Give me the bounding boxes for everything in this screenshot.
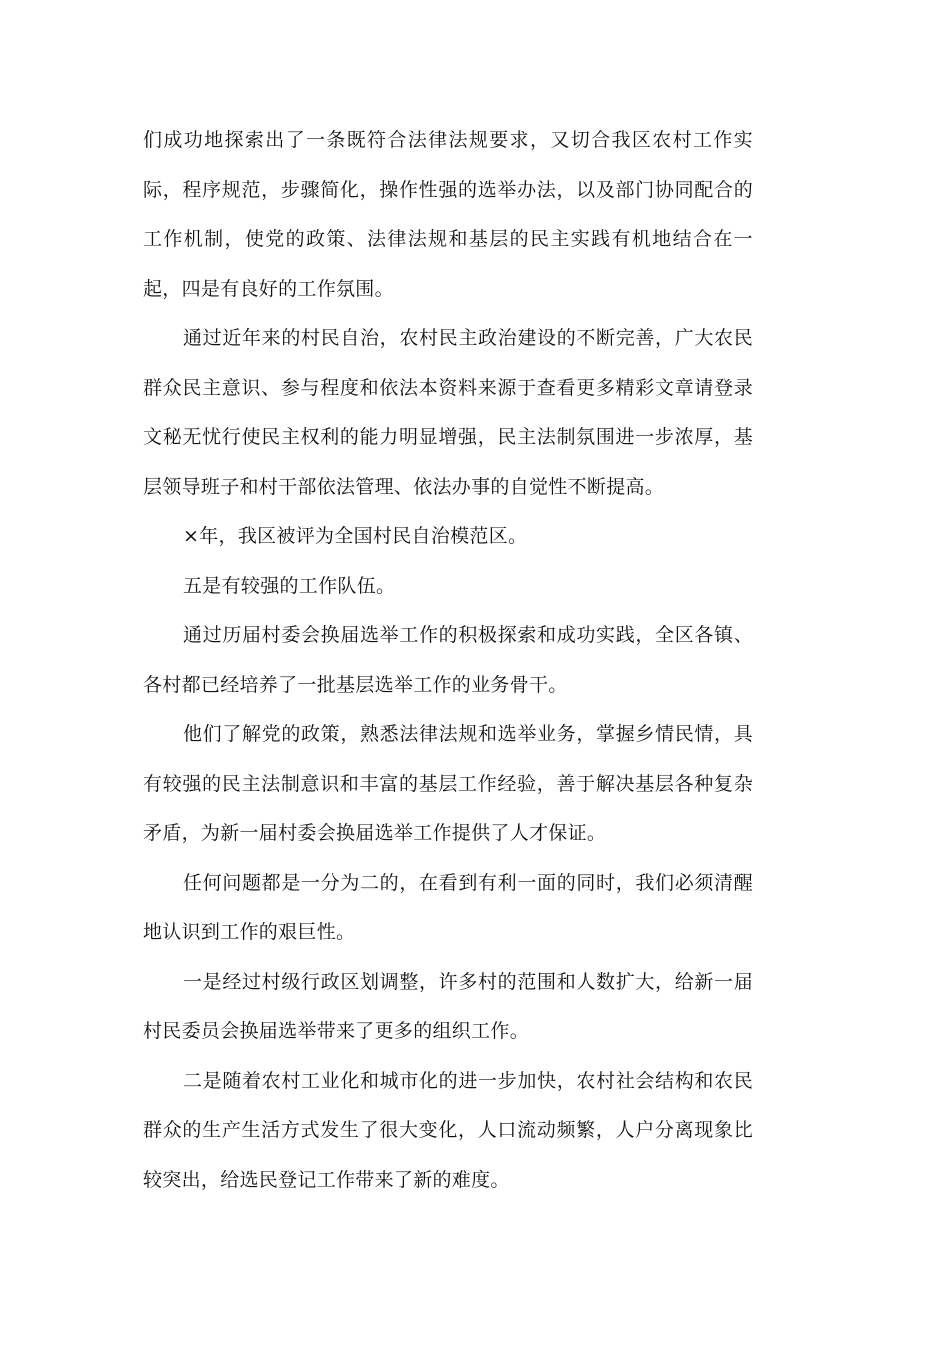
document-body [143, 116, 753, 1205]
paragraph-2: 通过近年来的村民自治，农村民主政治建设的不断完善，广大农民群众民主意识、参与程度和依法本资料来源于查看更多精彩文章请登录文秘无忧行使民主权利的能力明显增强，民主法制氛围进一步浓厚，基层领导班子和村干部依法管理、依法办事的自觉性不断提高。 [143, 327, 753, 498]
paragraph-1: 们成功地探索出了一条既符合法律法规要求，又切合我区农村工作实际，程序规范，步骤简化，操作性强的选举办法，以及部门协同配合的工作机制，使党的政策、法律法规和基层的民主实践有机地结合在一起，四是有良好的工作氛围。 [143, 129, 753, 300]
paragraph-9: 二是随着农村工业化和城市化的进一步加快，农村社会结构和农民群众的生产生活方式发生了很大变化，人口流动频繁，人户分离现象比较突出，给选民登记工作带来了新的难度。 [143, 1069, 753, 1191]
paragraph-3: ×年，我区被评为全国村民自治模范区。 [183, 525, 528, 547]
paragraph-8: 一是经过村级行政区划调整，许多村的范围和人数扩大，给新一届村民委员会换届选举带来了更多的组织工作。 [143, 970, 753, 1042]
paragraph-6: 他们了解党的政策，熟悉法律法规和选举业务，掌握乡情民情，具有较强的民主法制意识和丰富的基层工作经验，善于解决基层各种复杂矛盾，为新一届村委会换届选举工作提供了人才保证。 [143, 723, 753, 844]
paragraph-4: 五是有较强的工作队伍。 [183, 574, 396, 597]
paragraph-5: 通过历届村委会换届选举工作的积极探索和成功实践，全区各镇、各村都已经培养了一批基层选举工作的业务骨干。 [143, 624, 753, 696]
paragraph-7: 任何问题都是一分为二的，在看到有利一面的同时，我们必须清醒地认识到工作的艰巨性。 [143, 871, 753, 943]
